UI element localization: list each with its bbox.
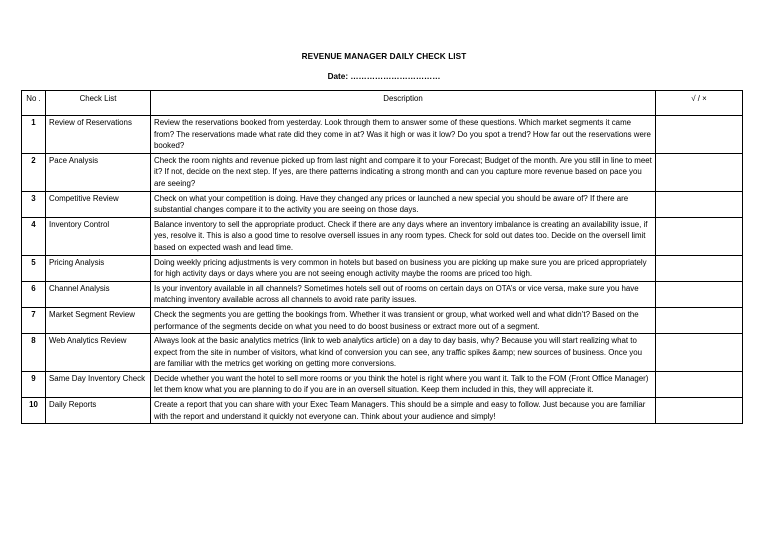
row-description: Review the reservations booked from yesterday. Look through them to answer some of these questions. Which market segments it came from? The reservations made what rate did they come in at? Was it high or was it low? Do you spot a trend? How far out the reservations were booked? xyxy=(151,116,656,154)
table-row xyxy=(22,116,743,154)
check-mark-cell xyxy=(656,153,743,191)
check-mark-cell xyxy=(656,217,743,255)
header-check-list: Check List xyxy=(46,91,151,116)
row-description: Check the room nights and revenue picked up from last night and compare it to your Forecast; Budget of the month. Are you still in line to meet it? If not, decide on the next step. If yes, are there patterns indicating a strong month and can you capture more revenue based on pace you are seeing? xyxy=(151,153,656,191)
row-description: Check the segments you are getting the bookings from. Whether it was transient or group, what worked well and what didn’t? Based on the performance of the segments decide on what you need to do boost business or extract more out of a segment. xyxy=(151,307,656,333)
check-item: Web Analytics Review xyxy=(46,334,151,372)
row-number: 4 xyxy=(22,217,46,255)
header-description: Description xyxy=(151,91,656,116)
row-description: Decide whether you want the hotel to sell more rooms or you think the hotel is right where you want it. Talk to the FOM (Front Office Manager) let them know what you are planning to do if you are in an oversell situation. Keep them included in this, they will appreciate it. xyxy=(151,371,656,397)
table-row xyxy=(22,371,743,397)
check-item: Inventory Control xyxy=(46,217,151,255)
row-description: Is your inventory available in all channels? Sometimes hotels sell out of rooms on certain days on OTA’s or vice versa, make sure you have matching inventory available across all channels to avoid rate parity issues. xyxy=(151,281,656,307)
table-row xyxy=(22,255,743,281)
check-item: Review of Reservations xyxy=(46,116,151,154)
check-mark-cell xyxy=(656,255,743,281)
row-number: 7 xyxy=(22,307,46,333)
table-row xyxy=(22,398,743,424)
check-item: Channel Analysis xyxy=(46,281,151,307)
checklist-table xyxy=(21,90,743,424)
row-number: 5 xyxy=(22,255,46,281)
row-description: Always look at the basic analytics metrics (link to web analytics article) on a day to day basis, why? Because you will start realizing what to expect from the site in number of visitors, what kind of conversion you can see, any traffic spikes &amp; new sources of business. Once you are familiar with the metrics get working on getting more conversions. xyxy=(151,334,656,372)
check-item: Market Segment Review xyxy=(46,307,151,333)
row-number: 1 xyxy=(22,116,46,154)
row-description: Balance inventory to sell the appropriate product. Check if there are any days where an inventory imbalance is creating an availability issue, if yes, resolve it. This is also a good time to resolve oversell issues in any room types. Check for sold out dates too. Decide on the oversell limit based on expected wash and lead time. xyxy=(151,217,656,255)
table-header-row xyxy=(22,91,743,116)
check-mark-cell xyxy=(656,398,743,424)
row-number: 10 xyxy=(22,398,46,424)
row-number: 8 xyxy=(22,334,46,372)
header-no: No . xyxy=(22,91,46,116)
checklist-rows xyxy=(22,116,743,424)
check-item: Competitive Review xyxy=(46,191,151,217)
check-mark-cell xyxy=(656,307,743,333)
check-item: Pricing Analysis xyxy=(46,255,151,281)
table-row xyxy=(22,191,743,217)
check-mark-cell xyxy=(656,281,743,307)
table-row xyxy=(22,217,743,255)
row-number: 9 xyxy=(22,371,46,397)
table-row xyxy=(22,281,743,307)
table-row xyxy=(22,334,743,372)
check-mark-cell xyxy=(656,116,743,154)
row-number: 3 xyxy=(22,191,46,217)
row-description: Create a report that you can share with your Exec Team Managers. This should be a simple and easy to follow. Just because you are familiar with the report and understand it quickly not everyone can. Think about your audience and simply! xyxy=(151,398,656,424)
row-number: 2 xyxy=(22,153,46,191)
check-item: Daily Reports xyxy=(46,398,151,424)
check-item: Pace Analysis xyxy=(46,153,151,191)
header-mark: √ / × xyxy=(656,91,743,116)
table-row xyxy=(22,307,743,333)
row-number: 6 xyxy=(22,281,46,307)
document-title: REVENUE MANAGER DAILY CHECK LIST xyxy=(301,52,467,61)
check-mark-cell xyxy=(656,371,743,397)
check-mark-cell xyxy=(656,334,743,372)
table-row xyxy=(22,153,743,191)
row-description: Check on what your competition is doing. Have they changed any prices or launched a new special you should be aware of? If there are substantial changes compare it to the activity you are seeing on those days. xyxy=(151,191,656,217)
row-description: Doing weekly pricing adjustments is very common in hotels but based on business you are picking up make sure you are priced appropriately for high activity days or days where you are not seeing enough activity maybe the rooms are priced too high. xyxy=(151,255,656,281)
date-line: Date: …………………………… xyxy=(327,72,441,81)
check-mark-cell xyxy=(656,191,743,217)
check-item: Same Day Inventory Check xyxy=(46,371,151,397)
